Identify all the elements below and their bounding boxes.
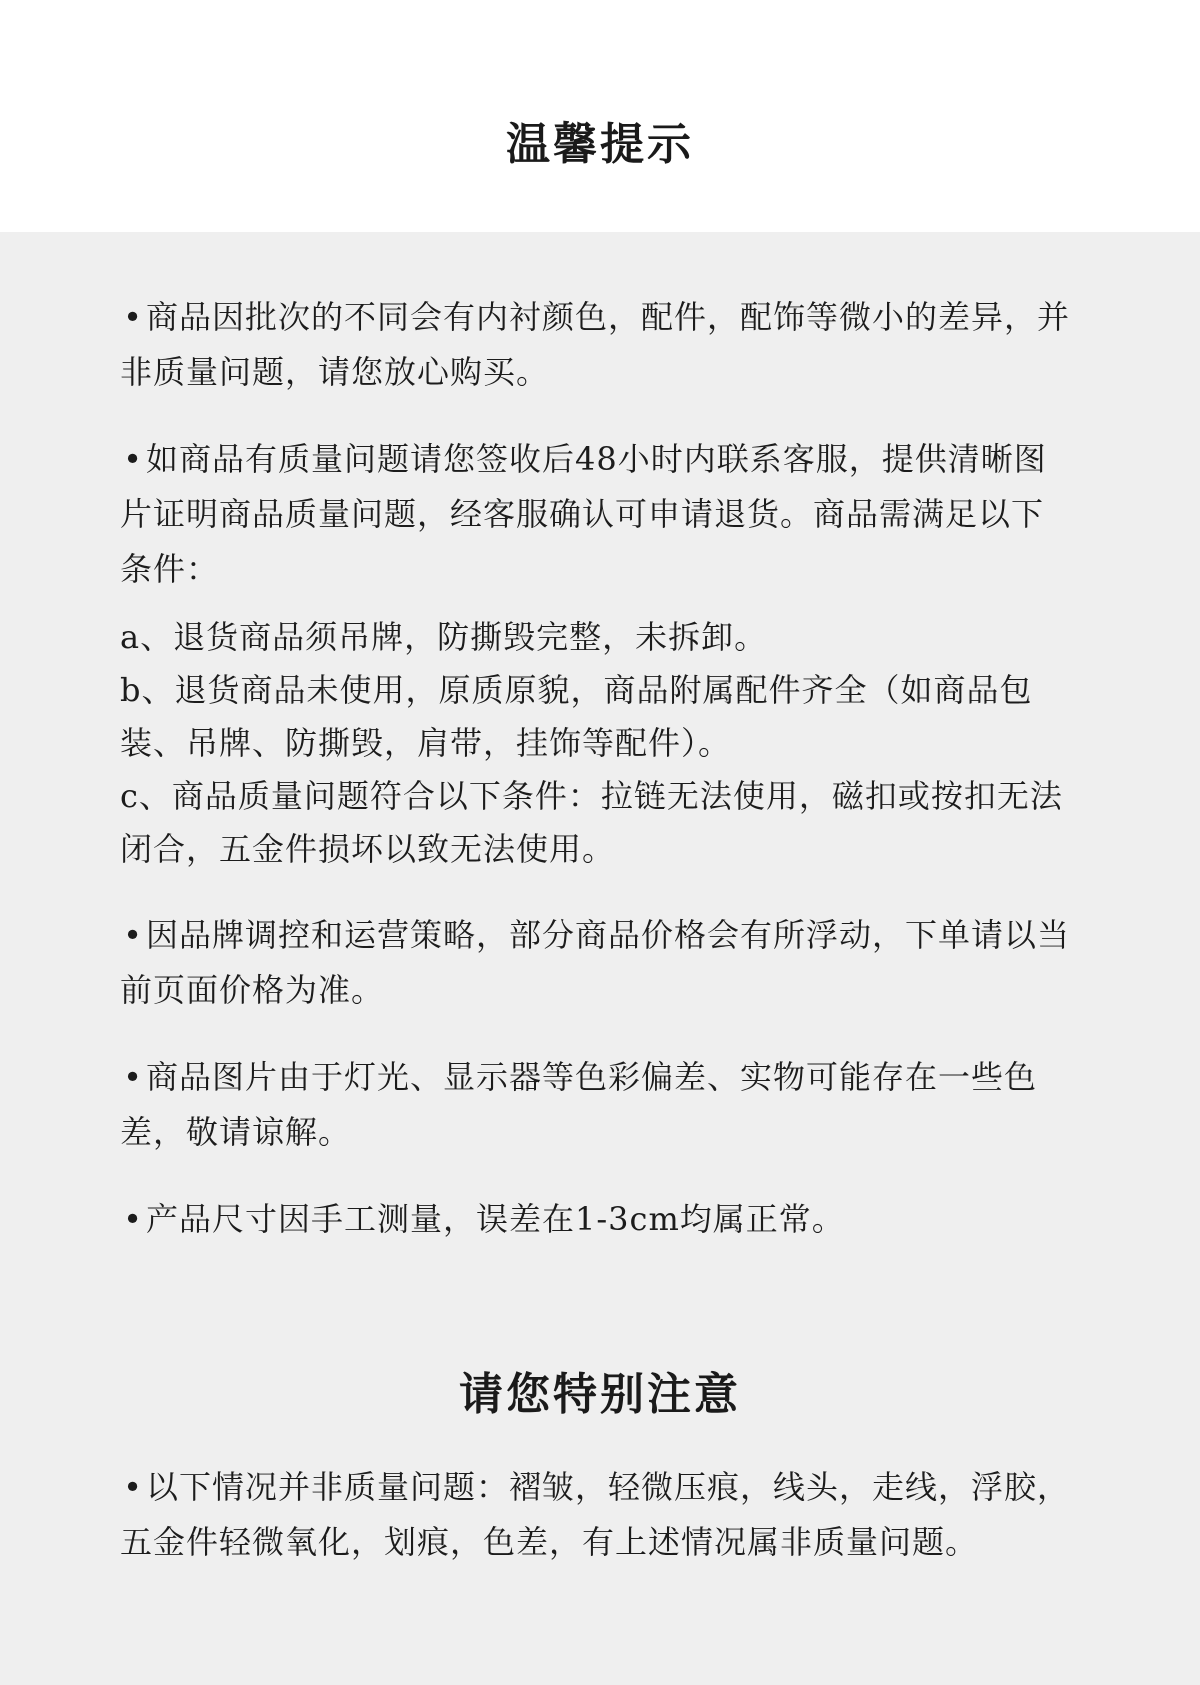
- page-title: 温馨提示: [506, 119, 694, 170]
- notice-item: [120, 290, 1070, 400]
- notice-text: [120, 1050, 1070, 1160]
- attention-section: [120, 1460, 1070, 1570]
- bullet-icon: •: [123, 1200, 143, 1238]
- bullet-icon: •: [123, 916, 143, 954]
- bullet-icon: •: [123, 1468, 143, 1506]
- condition-item: a、退货商品须吊牌，防撕毁完整，未拆卸。: [120, 618, 768, 656]
- condition-item: b、退货商品未使用，原质原貌，商品附属配件齐全（如商品包装、吊牌、防撕毁，肩带，挂饰等配件）。: [120, 671, 1033, 762]
- notice-content: 商品因批次的不同会有内衬颜色，配件，配饰等微小的差异，并非质量问题，请您放心购买。: [120, 298, 1071, 391]
- notice-content: 产品尺寸因手工测量，误差在1-3cm均属正常。: [146, 1200, 845, 1238]
- notice-item: [120, 908, 1070, 1018]
- notice-item: [120, 1192, 1070, 1247]
- attention-content: 以下情况并非质量问题：褶皱，轻微压痕，线头，走线，浮胶，五金件轻微氧化，划痕，色差，有上述情况属非质量问题。: [120, 1468, 1071, 1561]
- notice-content: 如商品有质量问题请您签收后48小时内联系客服，提供清晰图片证明商品质量问题，经客服确认可申请退货。商品需满足以下条件：: [120, 440, 1047, 588]
- notice-content: 因品牌调控和运营策略，部分商品价格会有所浮动，下单请以当前页面价格为准。: [120, 916, 1071, 1009]
- notice-text: [120, 1192, 1070, 1247]
- notice-text: [120, 290, 1070, 400]
- notice-text: [120, 908, 1070, 1018]
- notice-item: [120, 432, 1070, 597]
- notice-section: [120, 290, 1070, 1279]
- condition-item: c、商品质量问题符合以下条件：拉链无法使用，磁扣或按扣无法闭合，五金件损坏以致无法使用。: [120, 777, 1063, 868]
- notice-item: [120, 1050, 1070, 1160]
- bullet-icon: •: [123, 1058, 143, 1096]
- bullet-icon: •: [123, 440, 143, 478]
- notice-text: [120, 432, 1070, 597]
- attention-title: 请您特别注意: [459, 1369, 741, 1420]
- bullet-icon: •: [123, 298, 143, 336]
- header-band: [0, 0, 1200, 232]
- conditions-list: [120, 611, 1070, 876]
- notice-content: 商品图片由于灯光、显示器等色彩偏差、实物可能存在一些色差，敬请谅解。: [120, 1058, 1038, 1151]
- attention-text: [120, 1460, 1070, 1570]
